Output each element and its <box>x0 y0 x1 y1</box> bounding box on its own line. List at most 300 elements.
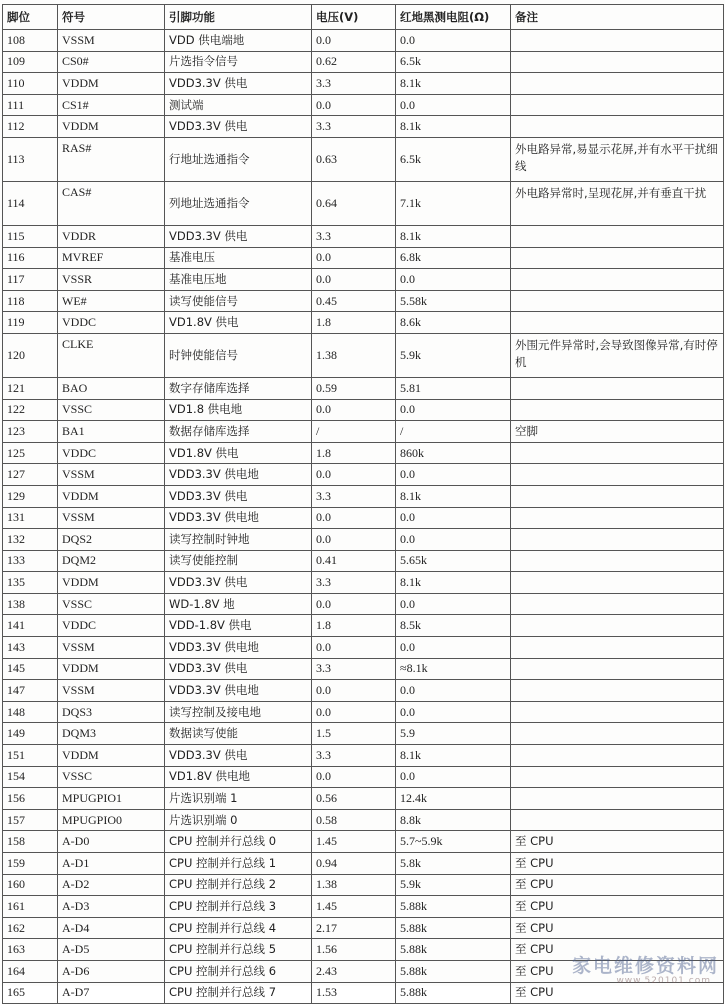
cell-pin-number: 108 <box>3 30 58 52</box>
cell-symbol: DQS3 <box>58 701 165 723</box>
table-row <box>3 701 724 723</box>
cell-resistance: 5.88k <box>396 896 511 918</box>
cell-symbol: VSSM <box>58 637 165 659</box>
table-row <box>3 442 724 464</box>
cell-function: VDD-1.8V 供电 <box>165 615 312 637</box>
table-row <box>3 333 724 377</box>
cell-note: 至 CPU <box>511 982 724 1004</box>
pin-table <box>2 4 724 1004</box>
cell-resistance: / <box>396 421 511 443</box>
cell-note <box>511 788 724 810</box>
cell-symbol: VDDM <box>58 116 165 138</box>
cell-resistance: 8.6k <box>396 312 511 334</box>
cell-symbol: A-D6 <box>58 960 165 982</box>
cell-function: VDD3.3V 供电地 <box>165 464 312 486</box>
cell-pin-number: 145 <box>3 658 58 680</box>
cell-note: 外围元件异常时,会导致图像异常,有时停机 <box>511 333 724 377</box>
cell-function: VDD3.3V 供电地 <box>165 637 312 659</box>
table-row <box>3 874 724 896</box>
cell-voltage: 3.3 <box>312 572 396 594</box>
cell-pin-number: 143 <box>3 637 58 659</box>
table-row <box>3 421 724 443</box>
cell-symbol: CLKE <box>58 333 165 377</box>
cell-pin-number: 149 <box>3 723 58 745</box>
table-row <box>3 137 724 181</box>
cell-pin-number: 132 <box>3 529 58 551</box>
cell-note: 至 CPU <box>511 896 724 918</box>
cell-resistance: 0.0 <box>396 399 511 421</box>
cell-function: 读写使能控制 <box>165 550 312 572</box>
cell-voltage: 1.5 <box>312 723 396 745</box>
cell-note <box>511 766 724 788</box>
cell-symbol: VSSM <box>58 507 165 529</box>
cell-symbol: VSSM <box>58 30 165 52</box>
cell-symbol: VSSM <box>58 464 165 486</box>
cell-voltage: 2.17 <box>312 917 396 939</box>
cell-function: VD1.8V 供电 <box>165 312 312 334</box>
cell-resistance: 8.1k <box>396 116 511 138</box>
cell-function: VD1.8 供电地 <box>165 399 312 421</box>
cell-note <box>511 269 724 291</box>
header-function: 引脚功能 <box>165 5 312 30</box>
cell-function: VDD3.3V 供电地 <box>165 680 312 702</box>
cell-note <box>511 615 724 637</box>
cell-note: 至 CPU <box>511 831 724 853</box>
cell-resistance: 0.0 <box>396 701 511 723</box>
cell-pin-number: 115 <box>3 225 58 247</box>
cell-function: 列地址选通指令 <box>165 181 312 225</box>
cell-resistance: 5.7~5.9k <box>396 831 511 853</box>
cell-note: 空脚 <box>511 421 724 443</box>
cell-function: CPU 控制并行总线 3 <box>165 896 312 918</box>
cell-symbol: RAS# <box>58 137 165 181</box>
cell-symbol: A-D2 <box>58 874 165 896</box>
cell-voltage: 3.3 <box>312 485 396 507</box>
cell-function: CPU 控制并行总线 4 <box>165 917 312 939</box>
cell-note <box>511 94 724 116</box>
cell-symbol: A-D3 <box>58 896 165 918</box>
cell-pin-number: 111 <box>3 94 58 116</box>
cell-voltage: 0.94 <box>312 853 396 875</box>
table-row <box>3 529 724 551</box>
cell-voltage: 0.0 <box>312 464 396 486</box>
cell-resistance: 0.0 <box>396 529 511 551</box>
cell-function: VDD3.3V 供电 <box>165 225 312 247</box>
cell-resistance: 0.0 <box>396 680 511 702</box>
cell-note: 至 CPU <box>511 853 724 875</box>
cell-symbol: MPUGPIO1 <box>58 788 165 810</box>
cell-pin-number: 157 <box>3 809 58 831</box>
cell-symbol: VDDC <box>58 615 165 637</box>
cell-symbol: VDDM <box>58 485 165 507</box>
header-pin: 脚位 <box>3 5 58 30</box>
cell-pin-number: 114 <box>3 181 58 225</box>
cell-voltage: 0.0 <box>312 507 396 529</box>
cell-pin-number: 161 <box>3 896 58 918</box>
cell-voltage: / <box>312 421 396 443</box>
cell-function: VD1.8V 供电地 <box>165 766 312 788</box>
cell-resistance: 0.0 <box>396 269 511 291</box>
cell-pin-number: 133 <box>3 550 58 572</box>
cell-pin-number: 151 <box>3 745 58 767</box>
cell-function: VDD3.3V 供电 <box>165 745 312 767</box>
cell-resistance: 6.5k <box>396 137 511 181</box>
cell-pin-number: 117 <box>3 269 58 291</box>
cell-resistance: 6.5k <box>396 51 511 73</box>
cell-function: VDD3.3V 供电 <box>165 658 312 680</box>
cell-resistance: 8.8k <box>396 809 511 831</box>
cell-note: 至 CPU <box>511 917 724 939</box>
cell-function: 片选指令信号 <box>165 51 312 73</box>
cell-pin-number: 160 <box>3 874 58 896</box>
table-row <box>3 809 724 831</box>
cell-resistance: 8.1k <box>396 225 511 247</box>
cell-pin-number: 148 <box>3 701 58 723</box>
cell-symbol: DQM2 <box>58 550 165 572</box>
cell-pin-number: 121 <box>3 377 58 399</box>
table-row <box>3 399 724 421</box>
cell-pin-number: 113 <box>3 137 58 181</box>
cell-voltage: 0.0 <box>312 637 396 659</box>
cell-resistance: 0.0 <box>396 766 511 788</box>
cell-note <box>511 51 724 73</box>
cell-symbol: A-D0 <box>58 831 165 853</box>
cell-voltage: 0.62 <box>312 51 396 73</box>
cell-resistance: 6.8k <box>396 247 511 269</box>
cell-voltage: 0.59 <box>312 377 396 399</box>
cell-note <box>511 247 724 269</box>
cell-note <box>511 723 724 745</box>
cell-pin-number: 147 <box>3 680 58 702</box>
cell-function: VDD3.3V 供电 <box>165 485 312 507</box>
table-row <box>3 30 724 52</box>
cell-note <box>511 116 724 138</box>
cell-symbol: VSSC <box>58 593 165 615</box>
cell-note <box>511 73 724 95</box>
table-row <box>3 680 724 702</box>
cell-pin-number: 120 <box>3 333 58 377</box>
cell-pin-number: 123 <box>3 421 58 443</box>
cell-resistance: 8.1k <box>396 485 511 507</box>
cell-voltage: 3.3 <box>312 225 396 247</box>
cell-resistance: 0.0 <box>396 507 511 529</box>
cell-note <box>511 809 724 831</box>
cell-pin-number: 158 <box>3 831 58 853</box>
cell-note <box>511 572 724 594</box>
cell-voltage: 0.0 <box>312 30 396 52</box>
watermark-logo: 家电维修资料网 <box>571 955 719 977</box>
cell-pin-number: 135 <box>3 572 58 594</box>
table-row <box>3 181 724 225</box>
cell-symbol: WE# <box>58 290 165 312</box>
cell-symbol: VSSC <box>58 766 165 788</box>
cell-note <box>511 593 724 615</box>
cell-voltage: 1.45 <box>312 896 396 918</box>
table-row <box>3 766 724 788</box>
cell-symbol: VSSM <box>58 680 165 702</box>
table-row <box>3 550 724 572</box>
cell-pin-number: 109 <box>3 51 58 73</box>
cell-symbol: MPUGPIO0 <box>58 809 165 831</box>
cell-resistance: 0.0 <box>396 637 511 659</box>
header-resistance: 红地黑测电阻(Ω) <box>396 5 511 30</box>
table-row <box>3 51 724 73</box>
cell-function: 读写使能信号 <box>165 290 312 312</box>
cell-resistance: 12.4k <box>396 788 511 810</box>
cell-resistance: 5.88k <box>396 960 511 982</box>
cell-pin-number: 110 <box>3 73 58 95</box>
cell-resistance: 5.88k <box>396 917 511 939</box>
cell-symbol: VDDR <box>58 225 165 247</box>
table-row <box>3 290 724 312</box>
cell-note <box>511 658 724 680</box>
cell-voltage: 1.45 <box>312 831 396 853</box>
table-row <box>3 225 724 247</box>
cell-resistance: 0.0 <box>396 593 511 615</box>
cell-note <box>511 399 724 421</box>
cell-voltage: 3.3 <box>312 745 396 767</box>
cell-symbol: VDDC <box>58 312 165 334</box>
cell-note: 至 CPU <box>511 874 724 896</box>
cell-symbol: VDDM <box>58 658 165 680</box>
cell-note <box>511 550 724 572</box>
cell-resistance: 0.0 <box>396 464 511 486</box>
cell-function: VDD 供电端地 <box>165 30 312 52</box>
header-note: 备注 <box>511 5 724 30</box>
cell-resistance: 0.0 <box>396 94 511 116</box>
table-row <box>3 896 724 918</box>
cell-resistance: 8.1k <box>396 73 511 95</box>
cell-note: 至 CPU <box>511 960 724 982</box>
cell-symbol: BA1 <box>58 421 165 443</box>
table-row <box>3 94 724 116</box>
table-row <box>3 982 724 1004</box>
cell-voltage: 0.0 <box>312 766 396 788</box>
cell-pin-number: 156 <box>3 788 58 810</box>
cell-pin-number: 118 <box>3 290 58 312</box>
table-row <box>3 116 724 138</box>
cell-voltage: 0.0 <box>312 247 396 269</box>
table-row <box>3 615 724 637</box>
cell-pin-number: 141 <box>3 615 58 637</box>
table-row <box>3 853 724 875</box>
table-row <box>3 269 724 291</box>
cell-note <box>511 680 724 702</box>
cell-symbol: A-D5 <box>58 939 165 961</box>
table-row <box>3 312 724 334</box>
cell-function: VD1.8V 供电 <box>165 442 312 464</box>
cell-pin-number: 129 <box>3 485 58 507</box>
cell-function: 数据存储库选择 <box>165 421 312 443</box>
cell-resistance: 8.1k <box>396 572 511 594</box>
cell-note <box>511 312 724 334</box>
cell-function: 时钟使能信号 <box>165 333 312 377</box>
table-header-row <box>3 5 724 30</box>
cell-voltage: 0.0 <box>312 94 396 116</box>
cell-note <box>511 701 724 723</box>
cell-voltage: 0.41 <box>312 550 396 572</box>
cell-symbol: MVREF <box>58 247 165 269</box>
cell-voltage: 1.8 <box>312 442 396 464</box>
cell-resistance: ≈8.1k <box>396 658 511 680</box>
table-row <box>3 637 724 659</box>
cell-note: 外电路异常时,呈现花屏,并有垂直干扰 <box>511 181 724 225</box>
cell-voltage: 1.38 <box>312 333 396 377</box>
table-row <box>3 485 724 507</box>
cell-voltage: 0.45 <box>312 290 396 312</box>
cell-function: 行地址选通指令 <box>165 137 312 181</box>
table-row <box>3 377 724 399</box>
cell-voltage: 0.63 <box>312 137 396 181</box>
cell-note <box>511 529 724 551</box>
cell-note <box>511 637 724 659</box>
cell-resistance: 0.0 <box>396 30 511 52</box>
cell-resistance: 5.88k <box>396 982 511 1004</box>
cell-voltage: 0.0 <box>312 701 396 723</box>
table-row <box>3 593 724 615</box>
cell-function: CPU 控制并行总线 1 <box>165 853 312 875</box>
cell-note <box>511 225 724 247</box>
cell-voltage: 0.0 <box>312 399 396 421</box>
table-row <box>3 464 724 486</box>
cell-function: 数据读写使能 <box>165 723 312 745</box>
table-row <box>3 507 724 529</box>
table-row <box>3 917 724 939</box>
cell-pin-number: 112 <box>3 116 58 138</box>
cell-function: VDD3.3V 供电 <box>165 116 312 138</box>
cell-function: 片选识别端 0 <box>165 809 312 831</box>
header-symbol: 符号 <box>58 5 165 30</box>
cell-symbol: BAO <box>58 377 165 399</box>
cell-function: 读写控制及接电地 <box>165 701 312 723</box>
table-row <box>3 788 724 810</box>
cell-voltage: 1.56 <box>312 939 396 961</box>
cell-resistance: 5.9k <box>396 333 511 377</box>
cell-symbol: VSSC <box>58 399 165 421</box>
cell-function: VDD3.3V 供电 <box>165 572 312 594</box>
cell-note <box>511 464 724 486</box>
cell-note <box>511 377 724 399</box>
cell-function: WD-1.8V 地 <box>165 593 312 615</box>
cell-function: CPU 控制并行总线 5 <box>165 939 312 961</box>
table-row <box>3 247 724 269</box>
cell-resistance: 7.1k <box>396 181 511 225</box>
cell-note <box>511 507 724 529</box>
cell-pin-number: 122 <box>3 399 58 421</box>
table-row <box>3 658 724 680</box>
cell-voltage: 1.8 <box>312 312 396 334</box>
header-voltage: 电压(V) <box>312 5 396 30</box>
cell-voltage: 3.3 <box>312 116 396 138</box>
cell-resistance: 860k <box>396 442 511 464</box>
cell-pin-number: 131 <box>3 507 58 529</box>
cell-symbol: CS0# <box>58 51 165 73</box>
cell-pin-number: 165 <box>3 982 58 1004</box>
cell-voltage: 3.3 <box>312 658 396 680</box>
cell-function: CPU 控制并行总线 7 <box>165 982 312 1004</box>
cell-symbol: CS1# <box>58 94 165 116</box>
cell-pin-number: 127 <box>3 464 58 486</box>
cell-pin-number: 125 <box>3 442 58 464</box>
cell-voltage: 1.38 <box>312 874 396 896</box>
cell-symbol: VDDM <box>58 572 165 594</box>
cell-note <box>511 485 724 507</box>
cell-function: 片选识别端 1 <box>165 788 312 810</box>
cell-pin-number: 162 <box>3 917 58 939</box>
cell-symbol: VDDM <box>58 745 165 767</box>
table-row <box>3 73 724 95</box>
cell-note <box>511 745 724 767</box>
table-row <box>3 572 724 594</box>
cell-voltage: 1.53 <box>312 982 396 1004</box>
cell-voltage: 0.64 <box>312 181 396 225</box>
cell-note: 至 CPU <box>511 939 724 961</box>
cell-pin-number: 119 <box>3 312 58 334</box>
watermark-url: www.520101.com <box>616 976 711 986</box>
cell-symbol: DQM3 <box>58 723 165 745</box>
table-row <box>3 745 724 767</box>
cell-symbol: A-D4 <box>58 917 165 939</box>
cell-voltage: 0.0 <box>312 593 396 615</box>
cell-voltage: 0.0 <box>312 529 396 551</box>
cell-function: VDD3.3V 供电 <box>165 73 312 95</box>
cell-voltage: 0.56 <box>312 788 396 810</box>
cell-function: CPU 控制并行总线 2 <box>165 874 312 896</box>
cell-voltage: 3.3 <box>312 73 396 95</box>
cell-note: 外电路异常,易显示花屏,并有水平干扰细线 <box>511 137 724 181</box>
cell-resistance: 8.5k <box>396 615 511 637</box>
cell-voltage: 0.58 <box>312 809 396 831</box>
cell-note <box>511 290 724 312</box>
cell-function: 读写控制时钟地 <box>165 529 312 551</box>
cell-resistance: 5.65k <box>396 550 511 572</box>
cell-resistance: 5.81 <box>396 377 511 399</box>
cell-function: CPU 控制并行总线 0 <box>165 831 312 853</box>
cell-pin-number: 163 <box>3 939 58 961</box>
cell-voltage: 2.43 <box>312 960 396 982</box>
cell-note <box>511 442 724 464</box>
cell-symbol: VDDM <box>58 73 165 95</box>
cell-symbol: CAS# <box>58 181 165 225</box>
cell-symbol: VDDC <box>58 442 165 464</box>
cell-pin-number: 116 <box>3 247 58 269</box>
table-row <box>3 831 724 853</box>
cell-function: 基准电压 <box>165 247 312 269</box>
cell-function: CPU 控制并行总线 6 <box>165 960 312 982</box>
cell-resistance: 5.8k <box>396 853 511 875</box>
cell-resistance: 5.9k <box>396 874 511 896</box>
cell-voltage: 0.0 <box>312 269 396 291</box>
cell-voltage: 0.0 <box>312 680 396 702</box>
cell-pin-number: 159 <box>3 853 58 875</box>
cell-function: 测试端 <box>165 94 312 116</box>
cell-function: VDD3.3V 供电地 <box>165 507 312 529</box>
table-row <box>3 723 724 745</box>
cell-symbol: DQS2 <box>58 529 165 551</box>
cell-note <box>511 30 724 52</box>
cell-symbol: A-D7 <box>58 982 165 1004</box>
cell-symbol: A-D1 <box>58 853 165 875</box>
cell-pin-number: 154 <box>3 766 58 788</box>
cell-resistance: 8.1k <box>396 745 511 767</box>
cell-resistance: 5.9 <box>396 723 511 745</box>
cell-symbol: VSSR <box>58 269 165 291</box>
cell-pin-number: 164 <box>3 960 58 982</box>
table-body <box>3 30 724 1004</box>
cell-voltage: 1.8 <box>312 615 396 637</box>
cell-resistance: 5.88k <box>396 939 511 961</box>
cell-function: 数字存储库选择 <box>165 377 312 399</box>
